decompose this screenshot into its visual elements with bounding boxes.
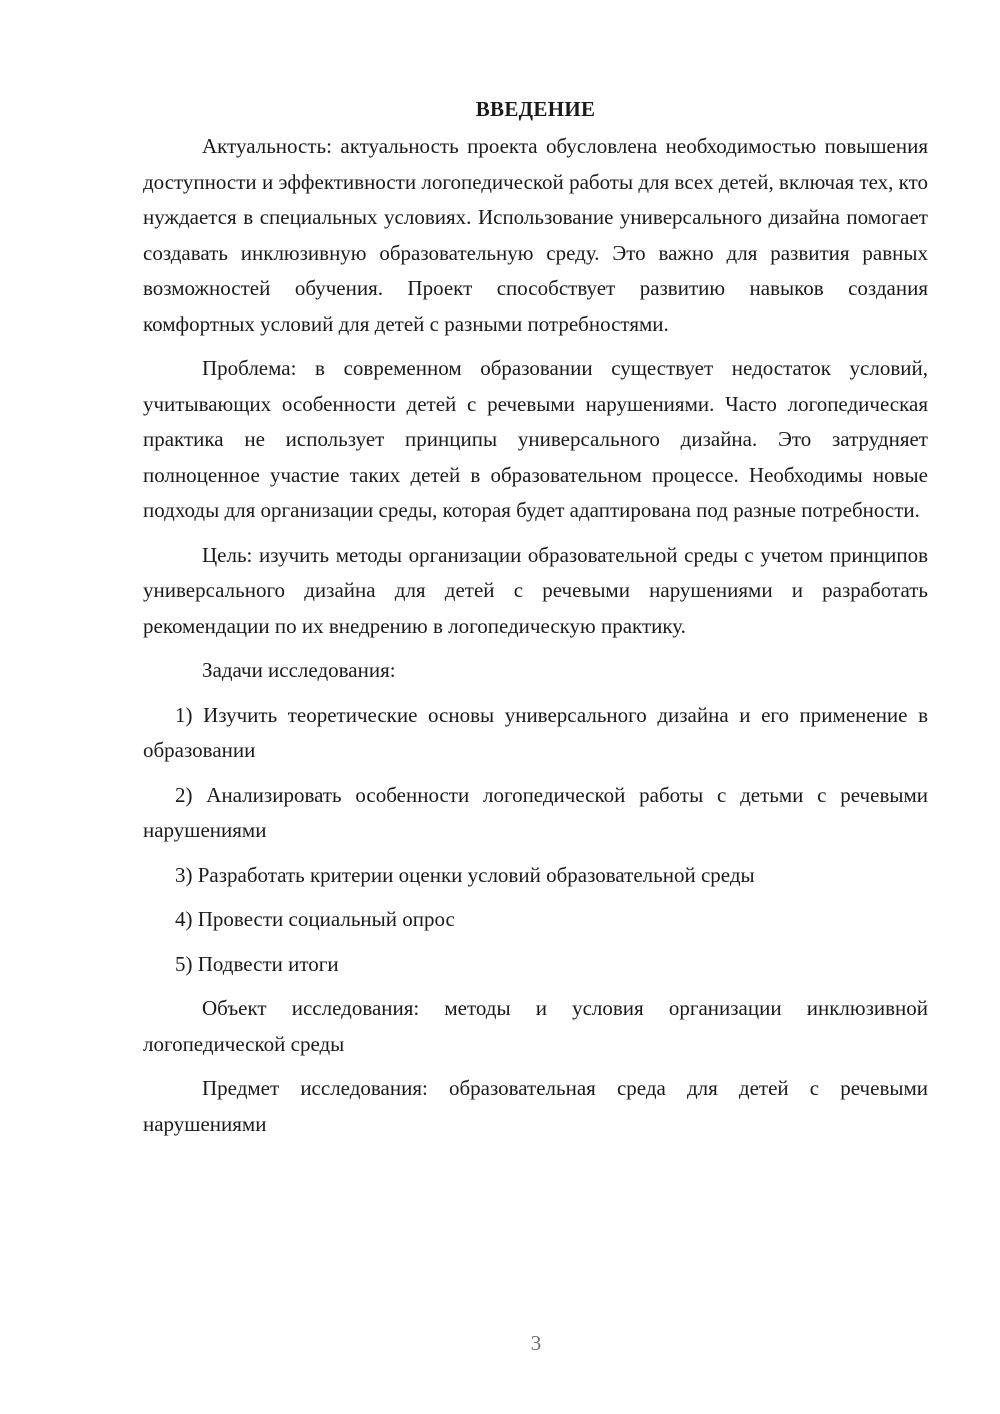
page-number: 3: [530, 1331, 542, 1355]
problem-paragraph: Проблема: в современном образовании существует недостаток условий, учитывающих особенности детей с речевыми нарушениями. Часто логопедическая практика не использует принципы универсального дизайна. Это затрудняет полноценное участие таких детей в образовательном процессе. Необходимы новые подходы для организации среды, которая будет адаптирована под разные потребности.: [143, 356, 928, 522]
section-heading: ВВЕДЕНИЕ: [475, 97, 596, 121]
object-paragraph: Объект исследования: методы и условия организации инклюзивной логопедической среды: [143, 996, 928, 1056]
goal-paragraph: Цель: изучить методы организации образовательной среды с учетом принципов универсального дизайна для детей с речевыми нарушениями и разработать рекомендации по их внедрению в логопедическую практику.: [143, 542, 928, 638]
task-item: 3) Разработать критерии оценки условий образовательной среды: [175, 862, 755, 887]
relevance-paragraph: Актуальность: актуальность проекта обусловлена необходимостью повышения доступности и эффективности логопедической работы для всех детей, включая тех, кто нуждается в специальных условиях. Использование универсального дизайна помогает создавать инклюзивную образовательную среду. Это важно для развития равных возможностей обучения. Проект способствует развитию навыков создания комфортных условий для детей с разными потребностями.: [143, 134, 928, 336]
tasks-label: Задачи исследования:: [202, 658, 396, 682]
subject-paragraph: Предмет исследования: образовательная среда для детей с речевыми нарушениями: [143, 1076, 928, 1136]
task-item: 5) Подвести итоги: [175, 951, 339, 976]
task-item: 1) Изучить теоретические основы универсального дизайна и его применение в образовании: [143, 702, 928, 762]
task-item: 2) Анализировать особенности логопедической работы с детьми с речевыми нарушениями: [143, 782, 928, 842]
page-content: [143, 94, 928, 1151]
task-item: 4) Провести социальный опрос: [175, 907, 455, 931]
